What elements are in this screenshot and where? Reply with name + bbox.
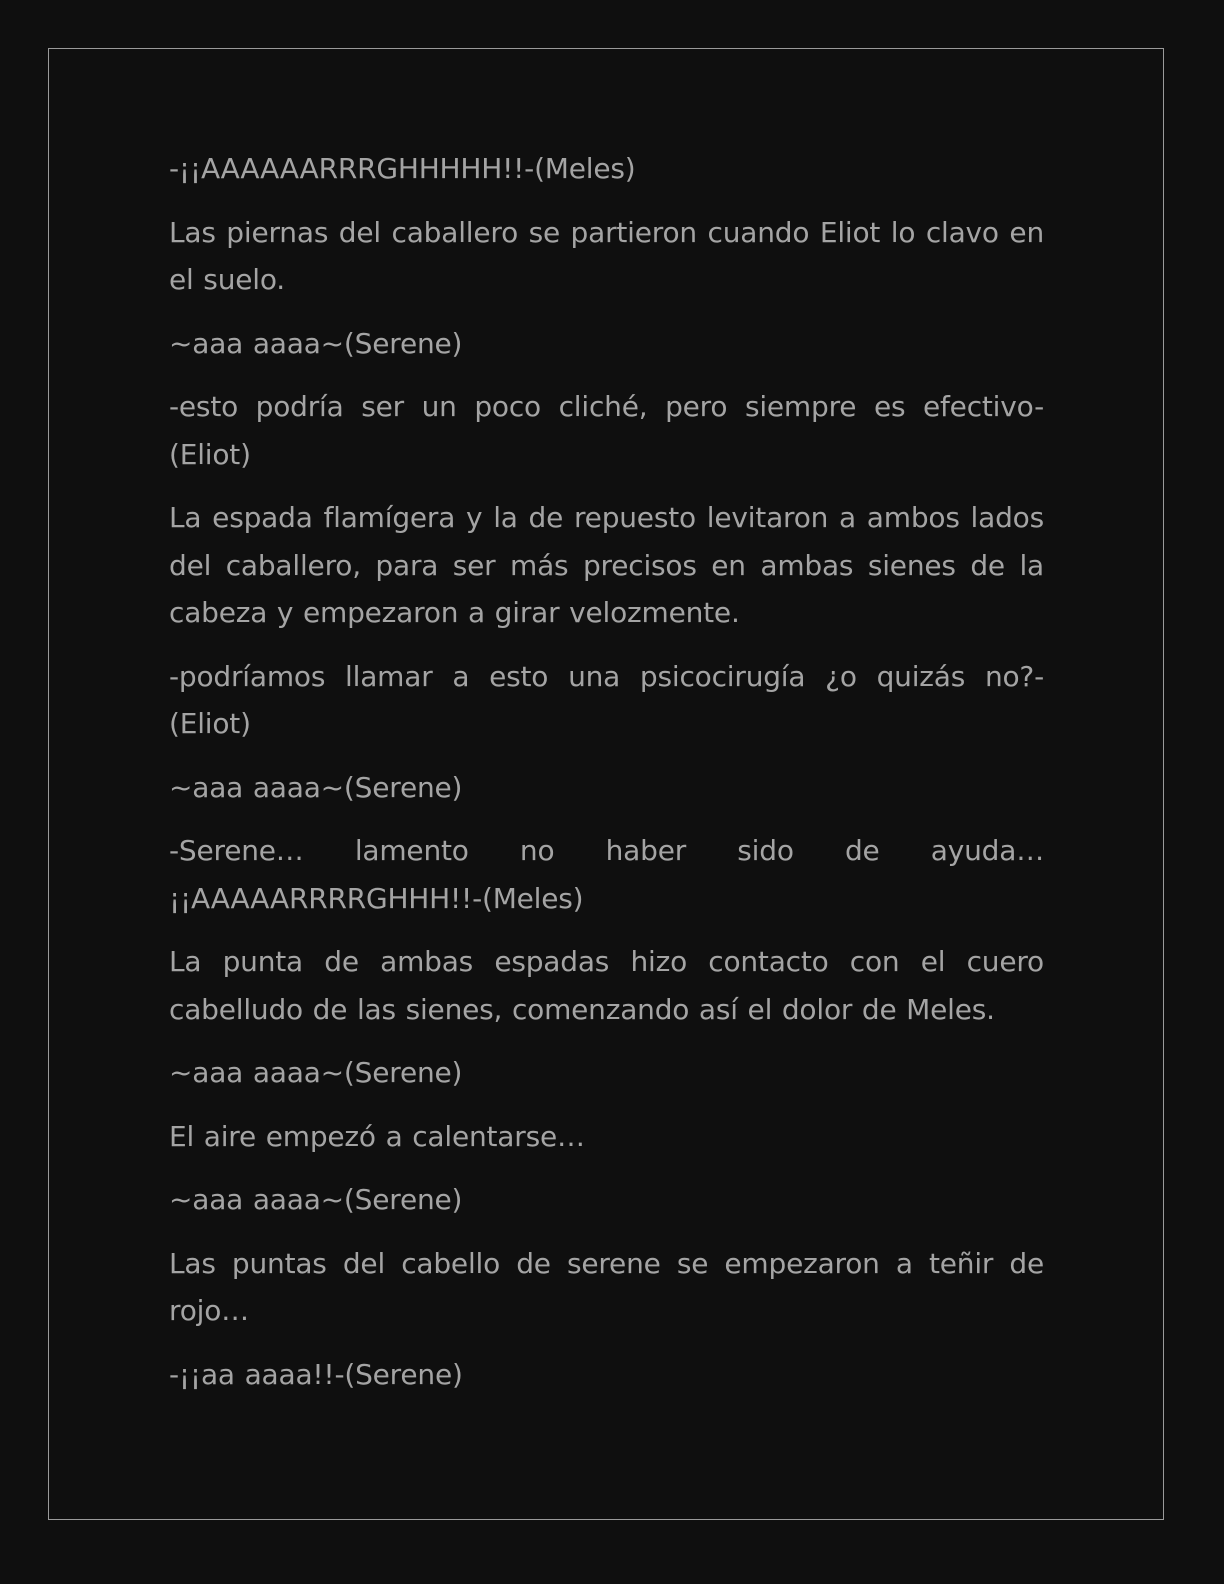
paragraph-serene-hum-3: ~aaa aaaa~(Serene) [169, 1056, 463, 1089]
paragraph-meles-apology: -Serene… lamento no haber sido de ayuda… ¡¡AAAAARRRRGHHH!!-(Meles) [169, 834, 1044, 915]
page-frame [48, 48, 1164, 1520]
page-text [169, 145, 1044, 1414]
paragraph-hair-red: Las puntas del cabello de serene se empezaron a teñir de rojo… [169, 1246, 1044, 1327]
paragraph-swords-levitate: La espada flamígera y la de repuesto levitaron a ambos lados del caballero, para ser más precisos en ambas sienes de la cabeza y empezaron a girar velozmente. [169, 501, 1044, 629]
paragraph-legs-broken: Las piernas del caballero se partieron cuando Eliot lo clavo en el suelo. [169, 215, 1044, 296]
paragraph-serene-hum-2: ~aaa aaaa~(Serene) [169, 770, 463, 804]
paragraph-sword-contact: La punta de ambas espadas hizo contacto con el cuero cabelludo de las sienes, comenzando así el dolor de Meles. [169, 945, 1044, 1026]
paragraph-serene-hum-1: ~aaa aaaa~(Serene) [169, 326, 463, 360]
paragraph-serene-hum-4: ~aaa aaaa~(Serene) [169, 1183, 463, 1216]
paragraph-eliot-psychosurgery: -podríamos llamar a esto una psicocirugía ¿o quizás no?-(Eliot) [169, 659, 1044, 740]
paragraph-eliot-cliche: -esto podría ser un poco cliché, pero siempre es efectivo-(Eliot) [169, 390, 1044, 471]
paragraph-meles-scream: -¡¡AAAAAARRRGHHHHH!!-(Meles) [169, 152, 636, 185]
paragraph-air-heats: El aire empezó a calentarse… [169, 1119, 585, 1153]
paragraph-serene-shout: -¡¡aa aaaa!!-(Serene) [169, 1357, 463, 1391]
